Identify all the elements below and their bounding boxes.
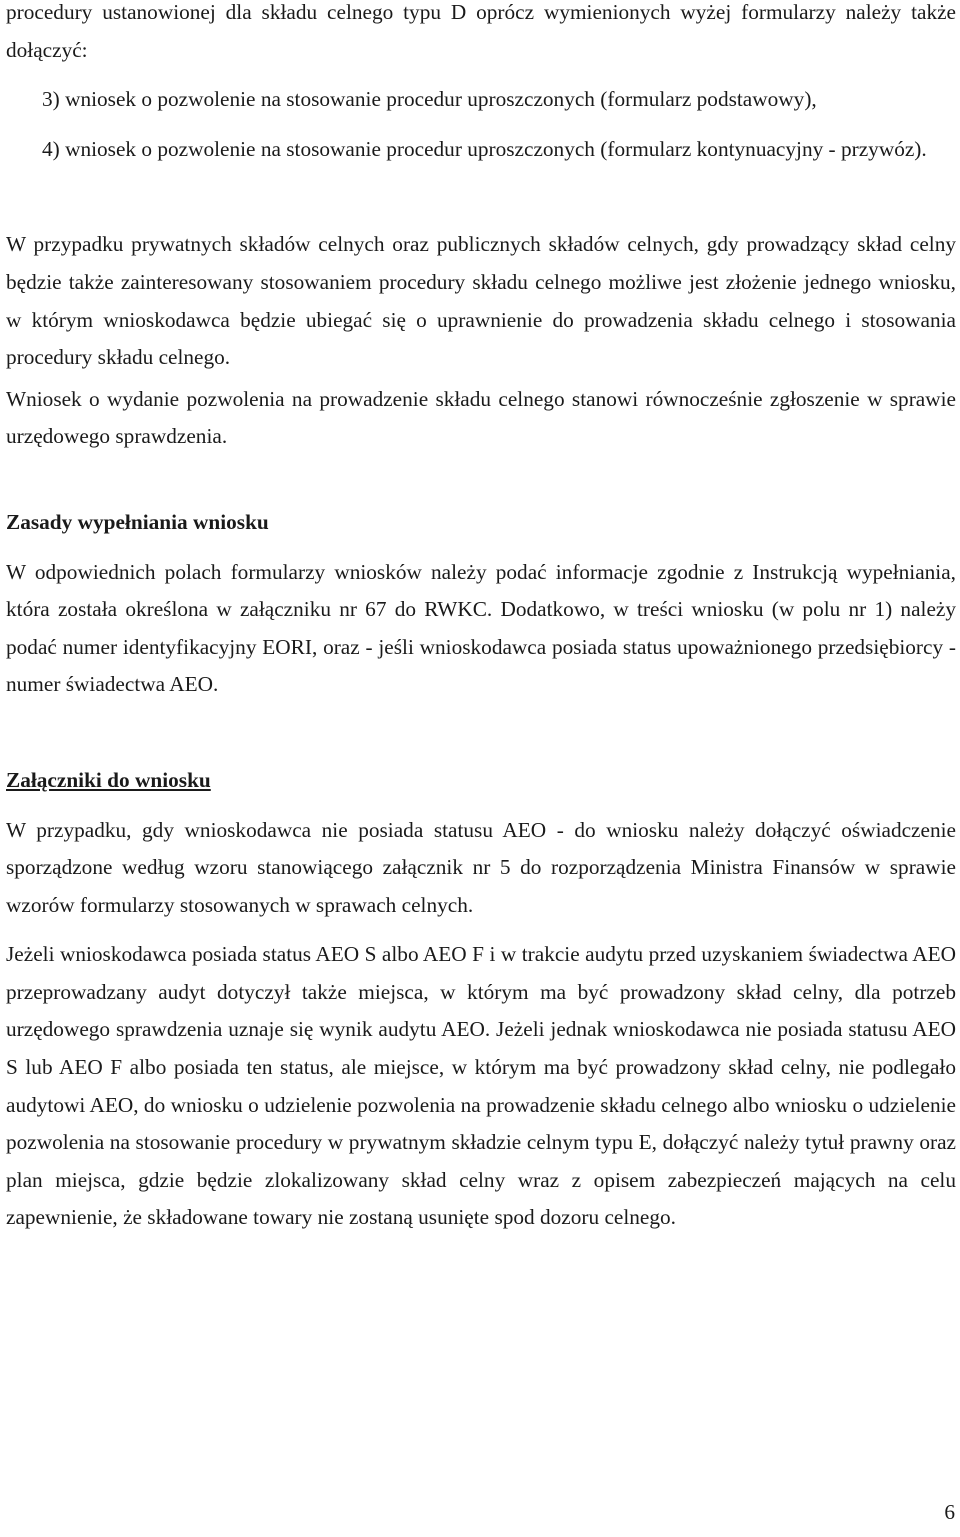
heading-fill-rules: Zasady wypełniania wniosku [6, 509, 269, 534]
heading-attachments: Załączniki do wniosku [6, 767, 211, 792]
paragraph-request: Wniosek o wydanie pozwolenia na prowadzenie składu celnego stanowi równocześnie zgłoszenie w sprawie urzędowego sprawdzenia. [6, 386, 956, 449]
paragraph-attachments-1: W przypadku, gdy wnioskodawca nie posiada statusu AEO - do wniosku należy dołączyć oświadczenie sporządzone według wzoru stanowiącego załącznik nr 5 do rozporządzenia Ministra Finansów w sprawie wzorów formularzy stosowanych w sprawach celnych. [6, 817, 956, 917]
paragraph-private-warehouses: W przypadku prywatnych składów celnych oraz publicznych składów celnych, gdy prowadzący skład celny będzie także zainteresowany stosowaniem procedury składu celnego możliwe jest złożenie jednego wniosku, w którym wnioskodawca będzie ubiegać się o uprawnienie do prowadzenia składu celnego i stosowania procedury składu celnego. [6, 232, 956, 370]
list-item-3: 3) wniosek o pozwolenie na stosowanie procedur uproszczonych (formularz podstawowy), [42, 87, 817, 112]
list-item-4: 4) wniosek o pozwolenie na stosowanie procedur uproszczonych (formularz kontynuacyjny - przywóz). [42, 136, 927, 161]
document-page [6, 0, 956, 1237]
paragraph-attachments-2: Jeżeli wnioskodawca posiada status AEO S albo AEO F i w trakcie audytu przed uzyskaniem świadectwa AEO przeprowadzany audyt dotyczył także miejsca, w którym ma być prowadzony skład celny, dla potrzeb urzędowego sprawdzenia uznaje się wynik audytu AEO. Jeżeli jednak wnioskodawca nie posiada statusu AEO S lub AEO F albo posiada ten status, ale miejsce, w którym ma być prowadzony skład celny, nie podlegało audytowi AEO, do wniosku o udzielenie pozwolenia na prowadzenie składu celnego albo wniosku o udzielenie pozwolenia na stosowanie procedury w prywatnym składzie celnym typu E, dołączyć należy tytuł prawny oraz plan miejsca, gdzie będzie zlokalizowany skład celny wraz z opisem zabezpieczeń mających na celu zapewnienie, że składowane towary nie zostaną usunięte spod dozoru celnego. [6, 942, 956, 1230]
page-number: 6 [944, 1500, 955, 1524]
intro-paragraph: procedury ustanowionej dla składu celnego typu D oprócz wymienionych wyżej formularzy należy także dołączyć: [6, 0, 956, 62]
paragraph-fill-rules: W odpowiednich polach formularzy wniosków należy podać informacje zgodnie z Instrukcją wypełniania, która została określona w załączniku nr 67 do RWKC. Dodatkowo, w treści wniosku (w polu nr 1) należy podać numer identyfikacyjny EORI, oraz - jeśli wnioskodawca posiada status upoważnionego przedsiębiorcy - numer świadectwa AEO. [6, 559, 956, 697]
